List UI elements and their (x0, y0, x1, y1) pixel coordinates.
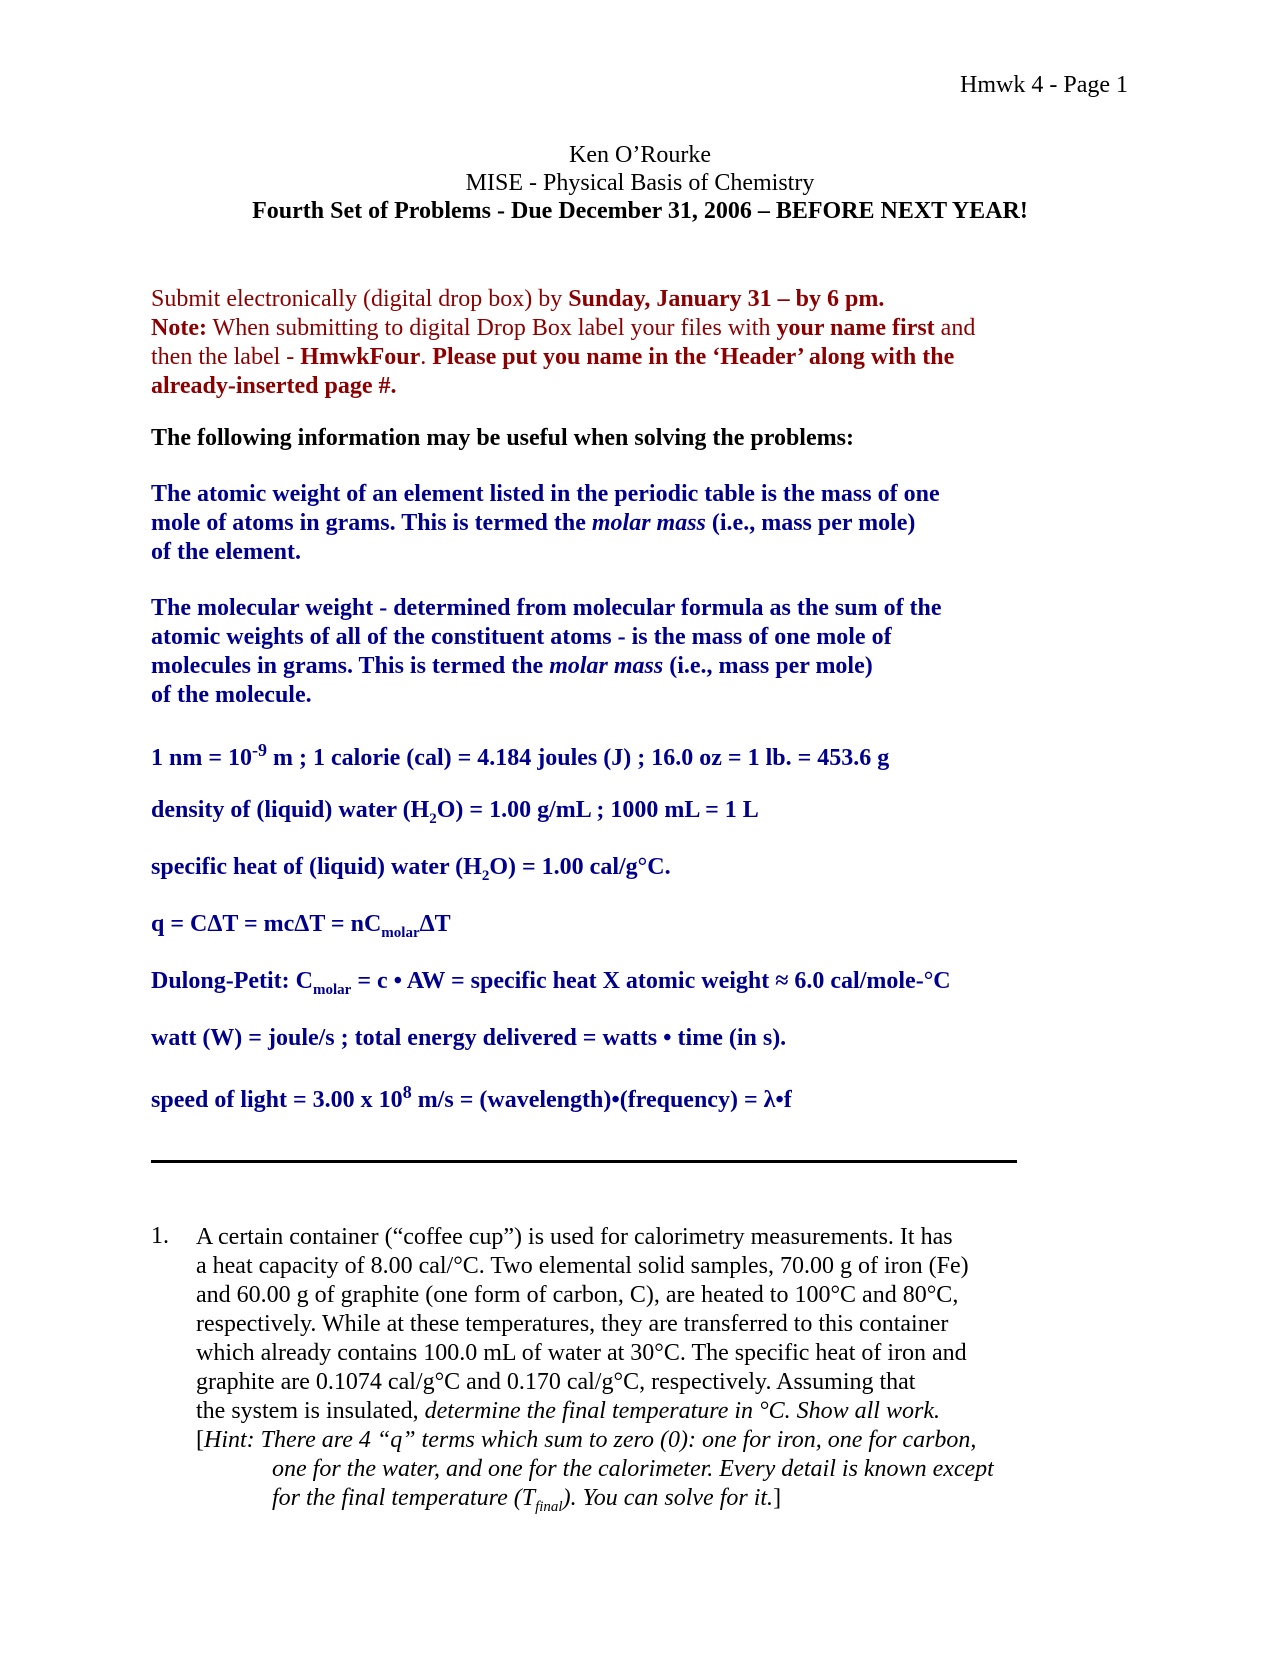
formula-text: speed of light = 3.00 x 10 (151, 1087, 403, 1113)
useful-info-heading: The following information may be useful when solving the problems: (151, 425, 854, 451)
formula-subscript: 2 (481, 867, 490, 884)
formula-text: O) = 1.00 g/mL ; 1000 mL = 1 L (436, 797, 759, 823)
section-divider (151, 1160, 1017, 1163)
submit-text: Submit electronically (digital drop box) by (151, 286, 569, 312)
formula-text: m/s = (wavelength)•(frequency) = λ•f (411, 1087, 792, 1113)
formula-subscript: 2 (429, 810, 437, 827)
note-label: Note: (151, 315, 207, 341)
note-text-end: and (934, 315, 976, 341)
page-header: Hmwk 4 - Page 1 (960, 72, 1128, 98)
submission-instructions (151, 285, 975, 401)
problem-line: A certain container (“coffee cup”) is used for calorimetry measurements. It has (196, 1224, 953, 1250)
heat-equation (151, 911, 451, 942)
atomic-weight-definition (151, 480, 940, 567)
formula-exponent: 8 (402, 1082, 412, 1102)
dulong-petit-law (151, 968, 951, 999)
due-date: Sunday, January 31 – by 6 pm. (568, 286, 885, 312)
molar-mass-term: molar mass (591, 510, 706, 536)
hint-text: for the final temperature (T (272, 1485, 536, 1511)
hint-text: one for the water, and one for the calorimeter. Every detail is known except (272, 1456, 994, 1482)
label-text: then the label - (151, 344, 301, 370)
formula-text: m ; 1 calorie (cal) = 4.184 joules (J) ; 16.0 oz = 1 lb. = 453.6 g (267, 745, 890, 771)
problem-line: respectively. While at these temperatures, they are transferred to this container (196, 1311, 949, 1337)
atomic-weight-line: The atomic weight of an element listed in the periodic table is the mass of one (151, 481, 940, 507)
name-first-text: your name first (776, 315, 935, 341)
molecular-weight-definition (151, 594, 942, 710)
watt-definition: watt (W) = joule/s ; total energy delivered = watts • time (in s). (151, 1025, 787, 1051)
assignment-title: Fourth Set of Problems - Due December 31, 2006 – BEFORE NEXT YEAR! (252, 198, 1028, 224)
water-density (151, 797, 759, 828)
atomic-weight-line: (i.e., mass per mole) (705, 510, 916, 536)
problem-line: the system is insulated, (196, 1398, 425, 1424)
molecular-weight-line: (i.e., mass per mole) (663, 653, 873, 679)
formula-text: density of (liquid) water (H (151, 797, 430, 823)
header-instruction: Please put you name in the ‘Header’ along with the (432, 344, 955, 370)
water-specific-heat (151, 854, 671, 885)
speed-of-light (151, 1082, 792, 1114)
note-text: When submitting to digital Drop Box label your files with (206, 315, 777, 341)
molecular-weight-line: atomic weights of all of the constituent atoms - is the mass of one mole of (151, 624, 892, 650)
problem-line: and 60.00 g of graphite (one form of carbon, C), are heated to 100°C and 80°C, (196, 1282, 959, 1308)
formula-text: 1 nm = 10 (151, 745, 253, 771)
formula-text: = c • AW = specific heat X atomic weight ≈ 6.0 cal/mole-°C (351, 968, 951, 994)
problem-line: which already contains 100.0 mL of water at 30°C. The specific heat of iron and (196, 1340, 967, 1366)
atomic-weight-line: mole of atoms in grams. This is termed the (151, 510, 592, 536)
formula-exponent: -9 (252, 740, 268, 760)
formula-text: ΔT (419, 911, 451, 937)
hint-bracket: ] (773, 1485, 782, 1511)
hint-text: Hint: There are 4 “q” terms which sum to zero (0): one for iron, one for carbon, (204, 1427, 977, 1453)
problem-line: graphite are 0.1074 cal/g°C and 0.170 cal/g°C, respectively. Assuming that (196, 1369, 916, 1395)
molecular-weight-line: The molecular weight - determined from molecular formula as the sum of the (151, 595, 942, 621)
hint-bracket: [ (196, 1427, 204, 1453)
problem-instruction: determine the final temperature in °C. Show all work. (424, 1398, 940, 1424)
unit-conversions (151, 740, 889, 772)
label-sep: . (420, 344, 433, 370)
formula-text: q = CΔT = mcΔT = nC (151, 911, 382, 937)
formula-text: Dulong-Petit: C (151, 968, 313, 994)
author-name: Ken O’Rourke (569, 142, 711, 168)
hint-subscript: final (535, 1498, 563, 1515)
molecular-weight-line: of the molecule. (151, 682, 312, 708)
molar-mass-term: molar mass (549, 653, 664, 679)
problem-number: 1. (151, 1223, 169, 1249)
molecular-weight-line: molecules in grams. This is termed the (151, 653, 550, 679)
formula-subscript: molar (312, 981, 352, 998)
formula-subscript: molar (381, 924, 420, 941)
header-instruction-end: already-inserted page #. (151, 373, 397, 399)
course-title: MISE - Physical Basis of Chemistry (465, 170, 815, 196)
formula-text: O) = 1.00 cal/g°C. (489, 854, 671, 880)
atomic-weight-line: of the element. (151, 539, 301, 565)
hmwk-label: HmwkFour (300, 344, 421, 370)
problem-line: a heat capacity of 8.00 cal/°C. Two elemental solid samples, 70.00 g of iron (Fe) (196, 1253, 969, 1279)
hint-text: ). You can solve for it. (562, 1485, 774, 1511)
formula-text: specific heat of (liquid) water (H (151, 854, 482, 880)
problem-1-text (196, 1223, 994, 1522)
